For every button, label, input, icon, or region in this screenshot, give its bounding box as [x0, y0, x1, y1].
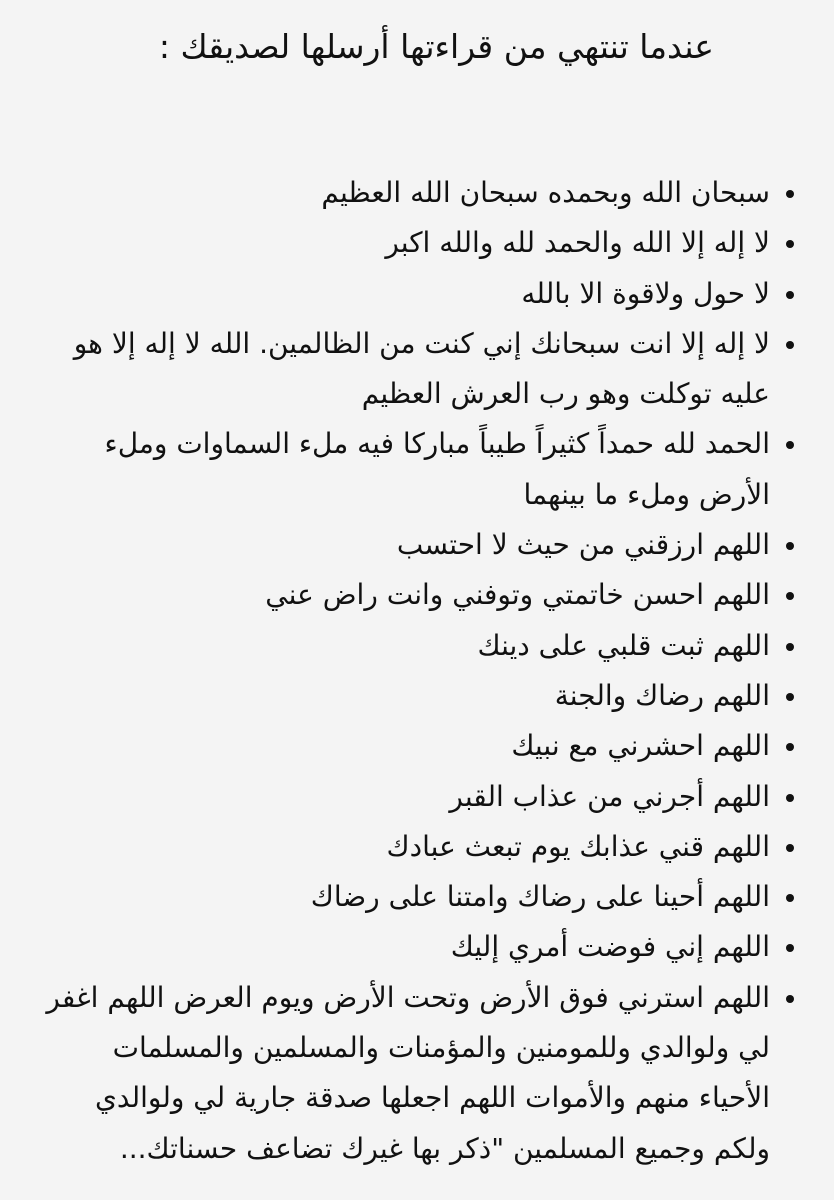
list-item-text: لا حول ولاقوة الا بالله — [521, 276, 770, 310]
list-item-text: الحمد لله حمداً كثيراً طيباً مباركا فيه ملء السماوات وملء الأرض وملء ما بينهما — [104, 427, 770, 511]
list-item — [40, 520, 794, 570]
list-item — [40, 570, 794, 620]
list-item — [40, 922, 794, 972]
list-item-text: اللهم أجرني من عذاب القبر — [449, 779, 770, 813]
list-item — [40, 772, 794, 822]
list-item — [40, 671, 794, 721]
list-item-text: لا إله إلا الله والحمد لله والله اكبر — [385, 226, 770, 260]
list-item-text: لا إله إلا انت سبحانك إني كنت من الظالمين. الله لا إله إلا هو عليه توكلت وهو رب العرش العظيم — [73, 326, 770, 411]
bullet-dot-icon — [786, 542, 794, 550]
list-item-text: اللهم استرني فوق الأرض وتحت الأرض ويوم العرض اللهم اغفر لي ولوالدي وللمومنين والمؤمنات والمسلمين والمسلمات الأحياء منهم والأموات اللهم اجعلها صدقة جارية لي ولوالدي ولكم وجميع المسلمين "ذكر بها غيرك تضاعف حسناتك... — [46, 980, 770, 1165]
bullet-dot-icon — [786, 693, 794, 701]
list-item-text: اللهم ثبت قلبي على دينك — [477, 628, 770, 662]
list-item — [40, 218, 794, 268]
bullet-dot-icon — [786, 240, 794, 248]
list-item-text: اللهم ارزقني من حيث لا احتسب — [396, 528, 770, 562]
list-item — [40, 872, 794, 922]
bullet-dot-icon — [786, 190, 794, 198]
bullet-dot-icon — [786, 995, 794, 1003]
list-item — [40, 168, 794, 218]
bullet-dot-icon — [786, 844, 794, 852]
bullet-dot-icon — [786, 291, 794, 299]
list-item — [40, 822, 794, 872]
list-item — [40, 319, 794, 420]
list-item-text: اللهم احشرني مع نبيك — [511, 729, 770, 763]
bullet-dot-icon — [786, 341, 794, 349]
list-item-text: اللهم رضاك والجنة — [554, 678, 770, 712]
bullet-dot-icon — [786, 592, 794, 600]
bullet-dot-icon — [786, 643, 794, 651]
bullet-dot-icon — [786, 743, 794, 751]
list-item-text: اللهم احسن خاتمتي وتوفني وانت راض عني — [265, 578, 770, 612]
list-item-text: سبحان الله وبحمده سبحان الله العظيم — [321, 176, 770, 209]
bullet-dot-icon — [786, 794, 794, 802]
list-item-text: اللهم قني عذابك يوم تبعث عبادك — [386, 829, 770, 863]
list-item — [40, 269, 794, 319]
bullet-dot-icon — [786, 944, 794, 952]
dhikr-list — [40, 168, 794, 1174]
page-title: عندما تنتهي من قراءتها أرسلها لصديقك : — [158, 27, 714, 66]
list-item-text: اللهم إني فوضت أمري إليك — [450, 930, 770, 964]
list-item-text: اللهم أحينا على رضاك وامتنا على رضاك — [310, 880, 770, 914]
list-item — [40, 721, 794, 771]
list-item — [40, 419, 794, 520]
list-item — [40, 973, 794, 1174]
list-item — [40, 621, 794, 671]
bullet-dot-icon — [786, 894, 794, 902]
